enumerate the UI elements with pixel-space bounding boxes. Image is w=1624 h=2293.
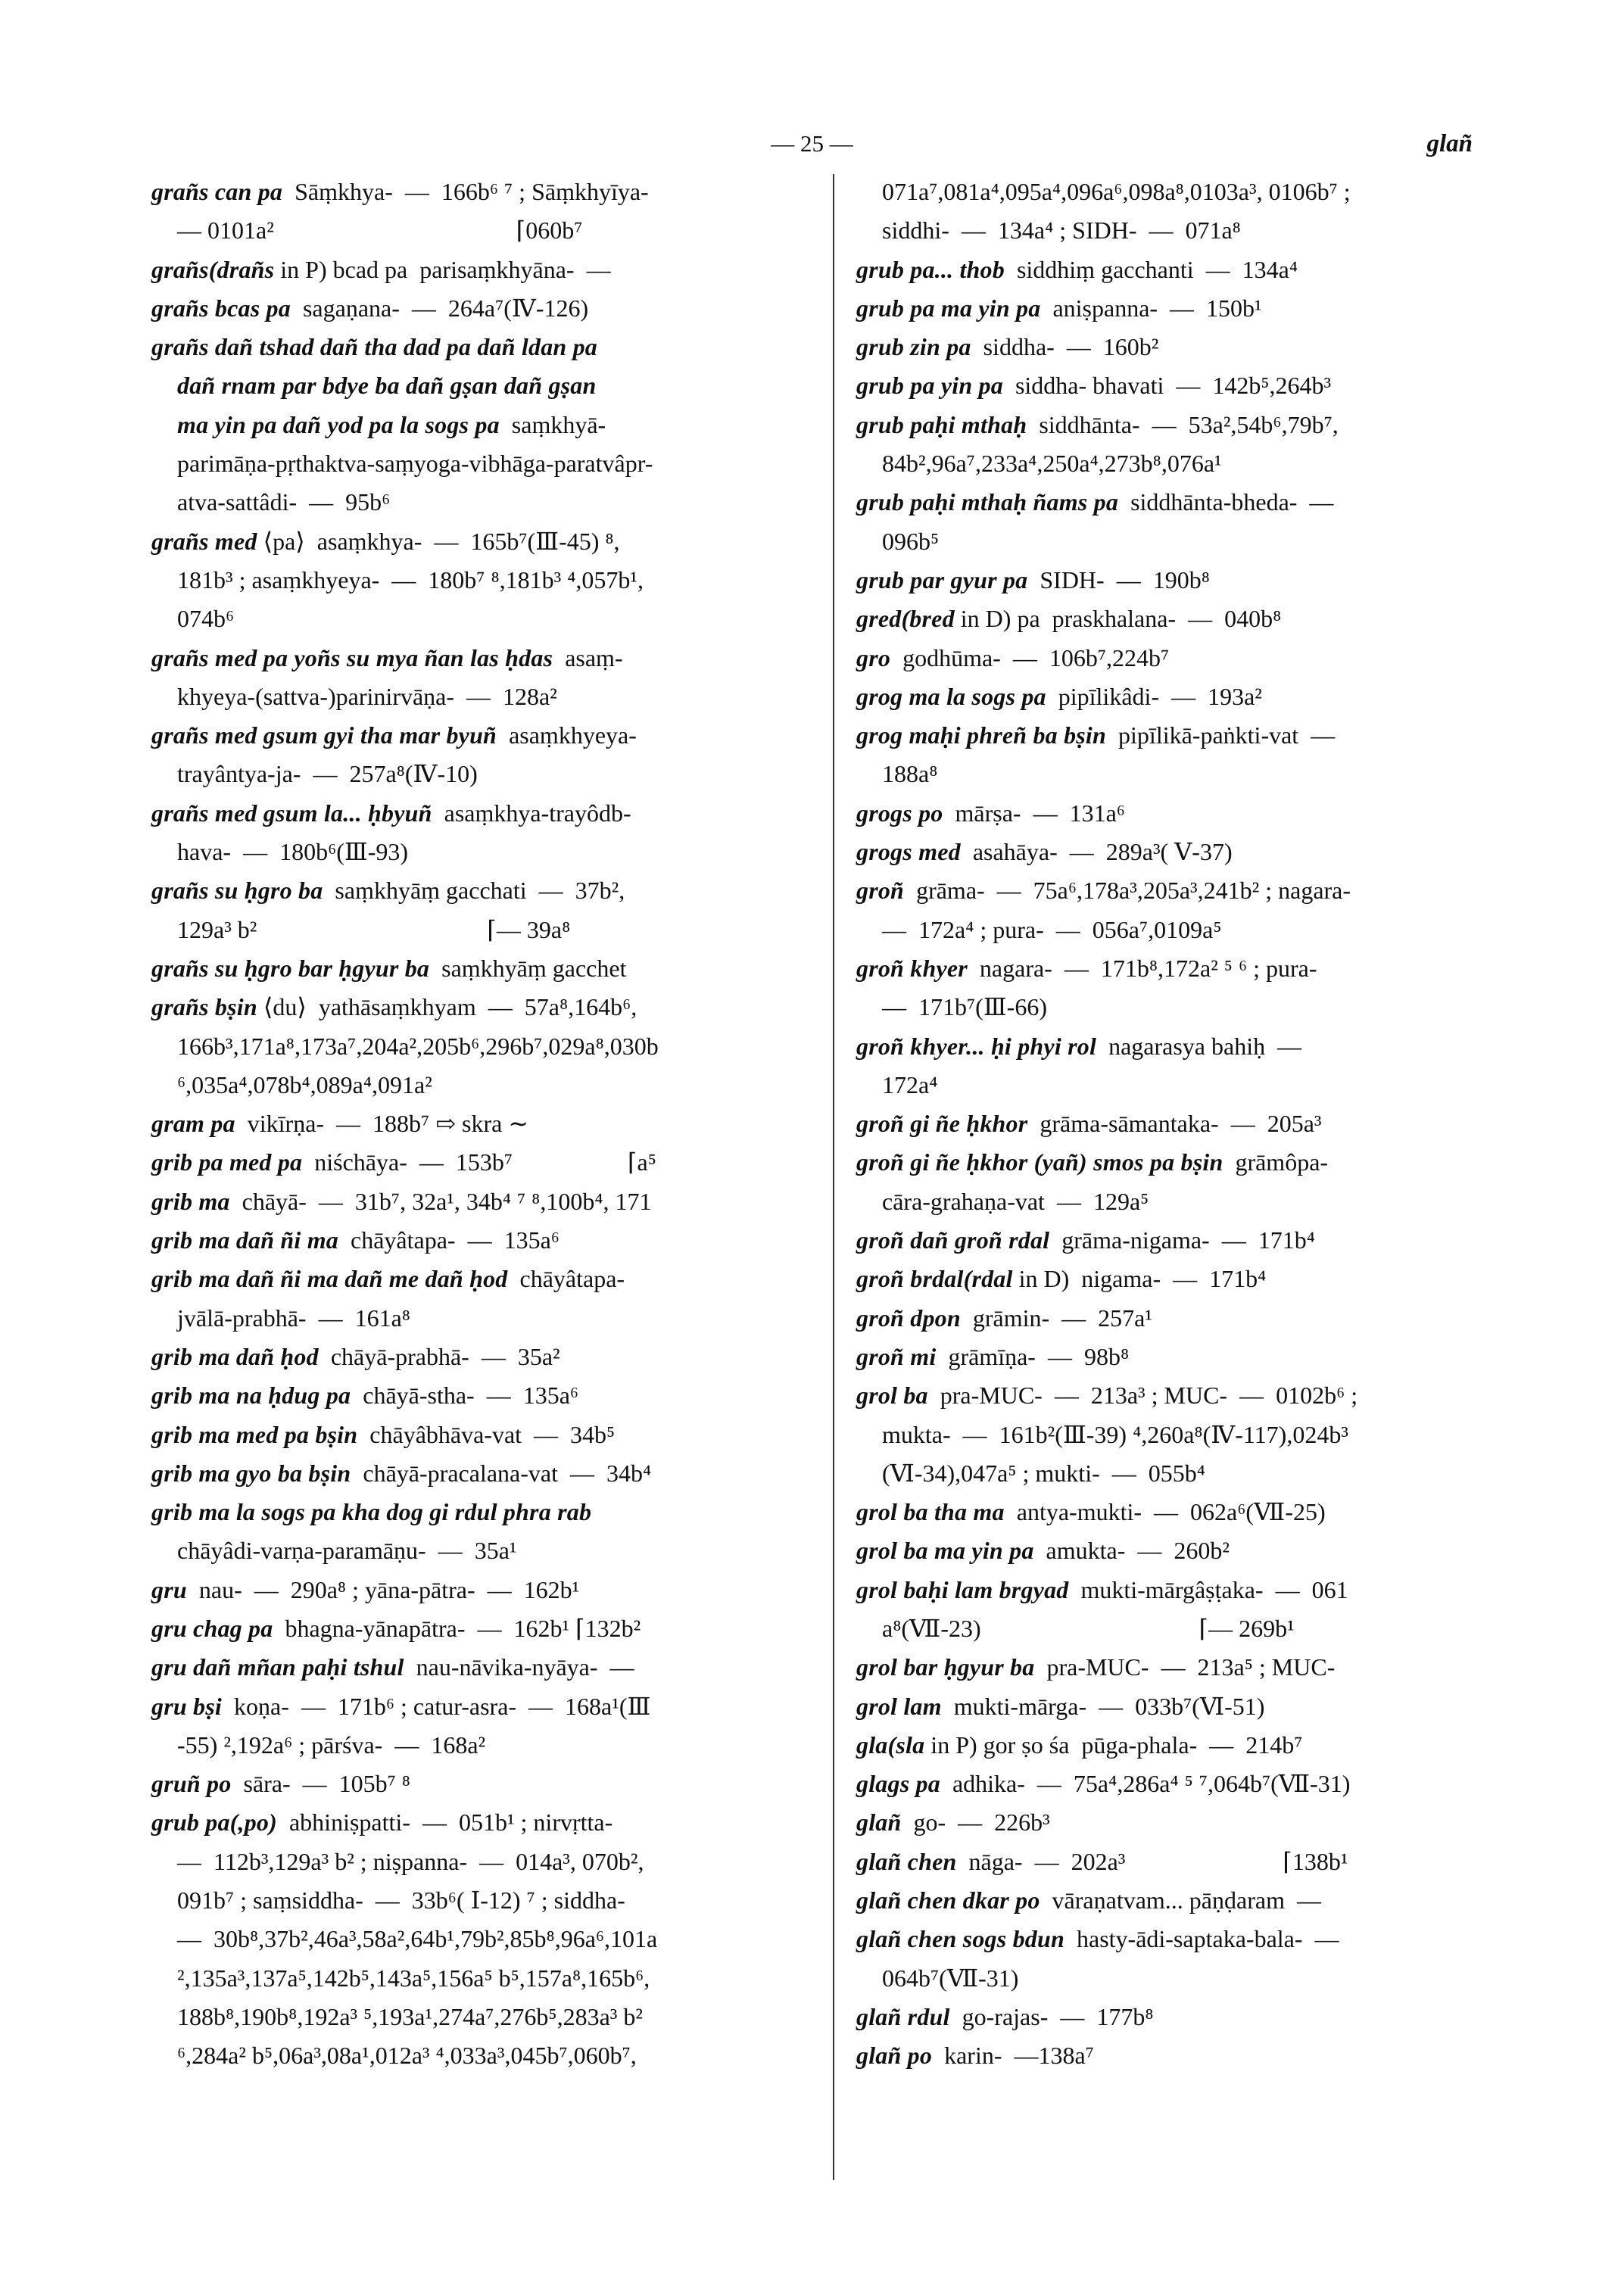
headword: glañ chen dkar po — [856, 1886, 1040, 1914]
gloss-text: 091b⁷ ; saṃsiddha- — 33b⁶( Ⅰ-12) ⁷ ; siddha- — [177, 1886, 625, 1914]
headword: grub pa yin pa — [856, 372, 1003, 400]
headword: glañ chen — [856, 1847, 957, 1875]
gloss-text: karin- —138a⁷ — [932, 2042, 1094, 2070]
headword: groñ brdal(rdal — [856, 1265, 1013, 1293]
entry-line — [856, 1027, 1485, 1066]
entry-line — [151, 1376, 800, 1415]
gloss-text: mukti-mārga- — 033b⁷(Ⅵ-51) — [941, 1692, 1265, 1720]
gloss-text: pra-MUC- — 213a³ ; MUC- — 0102b⁶ ; — [927, 1382, 1358, 1410]
gloss-text: siddha- bhavati — 142b⁵,264b³ — [1002, 372, 1332, 400]
entry-line — [151, 483, 800, 522]
entry-line — [151, 366, 800, 405]
entry-line — [151, 1338, 800, 1376]
headword: grib ma la sogs pa kha dog gi rdul phra rab — [151, 1498, 592, 1526]
entry-line — [856, 1143, 1485, 1182]
headword: grib ma gyo ba bṣin — [151, 1459, 351, 1487]
headword: glañ chen sogs bdun — [856, 1925, 1064, 1953]
entry-line — [856, 1221, 1485, 1260]
entry-line — [856, 1066, 1485, 1104]
gloss-text: asahāya- — 289a³( Ⅴ-37) — [960, 838, 1233, 866]
entry-line — [856, 755, 1485, 793]
gloss-text: — 171b⁷(Ⅲ-66) — [882, 993, 1047, 1021]
entry-line — [151, 755, 800, 793]
gloss-text: vikīrṇa- — 188b⁷ ⇨ skra ∼ — [235, 1110, 529, 1138]
gloss-text: ⁶,035a⁴,078b⁴,089a⁴,091a² — [177, 1070, 432, 1098]
headword: gred(bred — [856, 605, 955, 633]
gloss-text: 172a⁴ — [882, 1070, 938, 1098]
gloss-text: 071a⁷,081a⁴,095a⁴,096a⁶,098a⁸,0103a³, 0106b⁷ ; — [882, 178, 1351, 205]
headword: glañ — [856, 1809, 902, 1837]
gloss-text: grāma- — 75a⁶,178a³,205a³,241b² ; nagara- — [904, 877, 1351, 905]
entry-line — [856, 444, 1485, 483]
entry-line — [856, 251, 1485, 289]
entry-line — [856, 1648, 1485, 1687]
entry-line — [856, 1260, 1485, 1298]
gloss-text: in D) pa praskhalana- — 040b⁸ — [954, 605, 1282, 633]
gloss-text: 064b⁷(Ⅶ-31) — [882, 1964, 1019, 1992]
gloss-text: pra-MUC- — 213a⁵ ; MUC- — [1034, 1653, 1336, 1681]
gloss-text: atva-sattâdi- — 95b⁶ — [177, 488, 391, 516]
headword: groñ gi ñe ḥkhor (yañ) smos pa bṣin — [856, 1148, 1223, 1176]
headword: grañs dañ tshad dañ tha dad pa dañ ldan pa — [151, 333, 598, 361]
gloss-text: saṃkhyāṃ gacchet — [429, 954, 627, 982]
gloss-text: adhika- — 75a⁴,286a⁴ ⁵ ⁷,064b⁷(Ⅶ-31) — [940, 1770, 1351, 1798]
headword: grogs med — [856, 838, 961, 866]
entry-line — [151, 833, 800, 871]
entry-line — [151, 794, 800, 833]
gloss-text: ⁶,284a² b⁵,06a³,08a¹,012a³ ⁴,033a³,045b⁷,060b⁷, — [177, 2042, 637, 2070]
entry-line — [151, 871, 800, 910]
entry-line — [151, 1027, 800, 1066]
gloss-text: nau- — 290a⁸ ; yāna-pātra- — 162b¹ — [186, 1575, 580, 1603]
gloss-text: siddhānta-bheda- — — [1118, 488, 1334, 516]
headword: groñ khyer... ḥi phyi rol — [856, 1032, 1097, 1060]
entry-line — [856, 1920, 1485, 1958]
gloss-text: ²,135a³,137a⁵,142b⁵,143a⁵,156a⁵ b⁵,157a⁸,165b⁶, — [177, 1964, 650, 1992]
headword: gru — [151, 1575, 187, 1603]
gloss-text: chāyâtapa- — [507, 1265, 625, 1293]
entry-line — [151, 1765, 800, 1803]
gloss-text: -55) ²,192a⁶ ; pārśva- — 168a² — [177, 1731, 486, 1759]
headword: glags pa — [856, 1770, 940, 1798]
gloss-text: 181b³ ; asaṃkhyeya- — 180b⁷ ⁸,181b³ ⁴,057b¹, — [177, 565, 644, 594]
gloss-text: siddhi- — 134a⁴ ; SIDH- — 071a⁸ — [882, 217, 1241, 245]
gloss-text: niśchāya- — 153b⁷ ⌈a⁵ — [302, 1148, 656, 1176]
headword: grañs(drañs — [151, 255, 275, 283]
entry-line — [151, 1687, 800, 1726]
headword: grub paḥi mthaḥ — [856, 410, 1027, 438]
gloss-text: grāma-nigama- — 171b⁴ — [1049, 1226, 1315, 1254]
entry-line — [151, 289, 800, 328]
gloss-text: ⟨du⟩ yathāsaṃkhyam — 57a⁸,164b⁶, — [257, 993, 637, 1021]
entry-line — [856, 561, 1485, 600]
headword: grub pa... thob — [856, 255, 1005, 283]
entry-line — [151, 1416, 800, 1454]
gloss-text: saṃkhyāṃ gacchati — 37b², — [323, 877, 625, 905]
headword: dañ rnam par bdye ba dañ gṣan dañ gṣan — [177, 372, 597, 400]
gloss-text: koṇa- — 171b⁶ ; catur-asra- — 168a¹(Ⅲ — [222, 1692, 651, 1720]
gloss-text: go-rajas- — 177b⁸ — [949, 2002, 1154, 2030]
headword: groñ khyer — [856, 954, 968, 982]
entry-line — [151, 1881, 800, 1920]
entry-line — [856, 678, 1485, 716]
entry-line — [151, 561, 800, 600]
headword: grañs med gsum la... ḥbyuñ — [151, 799, 432, 827]
headword: glañ rdul — [856, 2002, 950, 2030]
running-head: glañ — [1426, 130, 1473, 157]
entry-line — [856, 1609, 1485, 1648]
gloss-text: chāyā-prabhā- — 35a² — [318, 1342, 560, 1370]
entry-line — [151, 251, 800, 289]
entry-line — [151, 600, 800, 638]
gloss-text: mārṣa- — 131a⁶ — [943, 799, 1125, 827]
entry-line — [856, 1493, 1485, 1531]
entry-line — [856, 600, 1485, 638]
gloss-text: asaṃ- — [553, 643, 623, 671]
headword: grub pa ma yin pa — [856, 294, 1041, 322]
entry-line — [856, 1998, 1485, 2036]
gloss-text: 129a³ b² ⌈— 39a⁸ — [177, 915, 571, 943]
gloss-text: 166b³,171a⁸,173a⁷,204a²,205b⁶,296b⁷,029a⁸,030b — [177, 1032, 659, 1060]
entry-line — [856, 1416, 1485, 1454]
gloss-text: — 112b³,129a³ b² ; niṣpanna- — 014a³, 070b², — [177, 1847, 644, 1875]
headword: grañs su ḥgro bar ḥgyur ba — [151, 954, 430, 982]
entry-line — [856, 1338, 1485, 1376]
entry-line — [151, 522, 800, 561]
gloss-text: mukta- — 161b²(Ⅲ-39) ⁴,260a⁸(Ⅳ-117),024b³ — [882, 1420, 1348, 1448]
gloss-text: chāyâdi-varṇa-paramāṇu- — 35a¹ — [177, 1537, 517, 1565]
headword: groñ dañ groñ rdal — [856, 1226, 1050, 1254]
gloss-text: go- — 226b³ — [901, 1809, 1050, 1837]
entry-line — [856, 483, 1485, 522]
gloss-text: siddha- — 160b² — [971, 333, 1159, 361]
gloss-text: aniṣpanna- — 150b¹ — [1040, 294, 1262, 322]
gloss-text: grāmôpa- — [1223, 1148, 1329, 1176]
headword: grol bar ḥgyur ba — [856, 1653, 1035, 1681]
gloss-text: 188b⁸,190b⁸,192a³ ⁵,193a¹,274a⁷,276b⁵,283a³ b² — [177, 2002, 643, 2030]
entry-line — [151, 1104, 800, 1143]
entry-line — [856, 1182, 1485, 1221]
gloss-text: Sāṃkhya- — 166b⁶ ⁷ ; Sāṃkhyīya- — [282, 178, 649, 205]
entry-line — [151, 1998, 800, 2036]
entry-line — [856, 1299, 1485, 1338]
page-number: — 25 — — [771, 130, 853, 157]
entry-line — [856, 1104, 1485, 1143]
gloss-text: asaṃkhya-trayôdb- — [432, 799, 631, 827]
headword: grol ba — [856, 1382, 928, 1410]
entry-line — [151, 1066, 800, 1104]
headword: groñ mi — [856, 1342, 937, 1370]
headword: glañ po — [856, 2042, 933, 2070]
headword: grog maḥi phreñ ba bṣin — [856, 721, 1107, 749]
entry-line — [856, 173, 1485, 211]
gloss-text: bhagna-yānapātra- — 162b¹ ⌈132b² — [273, 1614, 641, 1642]
entry-line — [856, 1881, 1485, 1920]
headword: grub paḥi mthaḥ ñams pa — [856, 488, 1119, 516]
gloss-text: a⁸(Ⅶ-23) ⌈— 269b¹ — [882, 1614, 1295, 1642]
entry-line — [856, 1376, 1485, 1415]
entry-line — [151, 1843, 800, 1881]
gloss-text: asaṃkhyeya- — [497, 721, 637, 749]
gloss-text: (Ⅵ-34),047a⁵ ; mukti- — 055b⁴ — [882, 1459, 1205, 1487]
gloss-text: nau-nāvika-nyāya- — — [404, 1653, 634, 1681]
entry-line — [151, 1726, 800, 1765]
entry-line — [856, 1531, 1485, 1570]
headword: grub par gyur pa — [856, 565, 1028, 594]
headword: grogs po — [856, 799, 943, 827]
gloss-text: mukti-mārgâṣṭaka- — 061 — [1068, 1575, 1348, 1603]
headword: grol ba ma yin pa — [856, 1537, 1034, 1565]
entry-line — [856, 871, 1485, 910]
entry-line — [856, 366, 1485, 405]
headword: gram pa — [151, 1110, 235, 1138]
gloss-text: — 0101a² ⌈060b⁷ — [177, 217, 583, 245]
headword: grañs med gsum gyi tha mar byuñ — [151, 721, 497, 749]
headword: grog ma la sogs pa — [856, 682, 1046, 710]
entry-line — [856, 1959, 1485, 1998]
gloss-text: chāyâtapa- — 135a⁶ — [338, 1226, 560, 1254]
headword: grib ma na ḥdug pa — [151, 1382, 351, 1410]
entry-line — [151, 911, 800, 949]
headword: grib pa med pa — [151, 1148, 303, 1176]
headword: grol baḥi lam brgyad — [856, 1575, 1069, 1603]
gloss-text: amukta- — 260b² — [1033, 1537, 1230, 1565]
headword: grañs med pa yoñs su mya ñan las ḥdas — [151, 643, 553, 671]
entry-line — [856, 949, 1485, 988]
gloss-text: in P) bcad pa parisaṃkhyāna- — — [274, 255, 611, 283]
gloss-text: chāyâbhāva-vat — 34b⁵ — [357, 1420, 616, 1448]
entry-line — [151, 2036, 800, 2075]
column-divider — [833, 174, 834, 2180]
headword: grol ba tha ma — [856, 1498, 1005, 1526]
gloss-text: siddhānta- — 53a²,54b⁶,79b⁷, — [1027, 410, 1339, 438]
entry-line — [856, 1843, 1485, 1881]
entry-line — [856, 1726, 1485, 1765]
gloss-text: — 172a⁴ ; pura- — 056a⁷,0109a⁵ — [882, 915, 1222, 943]
entry-line — [856, 406, 1485, 444]
gloss-text: 188a⁸ — [882, 760, 938, 788]
headword: gru bṣi — [151, 1692, 222, 1720]
gloss-text: grāmin- — 257a¹ — [960, 1304, 1152, 1332]
entry-line — [856, 522, 1485, 561]
gloss-text: chāyā-pracalana-vat — 34b⁴ — [351, 1459, 652, 1487]
headword: grañs can pa — [151, 178, 283, 205]
entry-line — [151, 328, 800, 366]
gloss-text: in D) nigama- — 171b⁴ — [1012, 1265, 1267, 1293]
gloss-text: chāyā- — 31b⁷, 32a¹, 34b⁴ ⁷ ⁸,100b⁴, 171 — [229, 1187, 652, 1215]
gloss-text: 096b⁵ — [882, 527, 940, 555]
headword: grol lam — [856, 1692, 942, 1720]
entry-line — [151, 1299, 800, 1338]
gloss-text: jvālā-prabhā- — 161a⁸ — [177, 1304, 410, 1332]
entry-line — [856, 716, 1485, 755]
entry-line — [151, 678, 800, 716]
gloss-text: in P) gor ṣo śa pūga-phala- — 214b⁷ — [924, 1731, 1303, 1759]
gloss-text: grāma-sāmantaka- — 205a³ — [1027, 1110, 1322, 1138]
gloss-text: abhiniṣpatti- — 051b¹ ; nirvṛtta- — [276, 1809, 613, 1837]
entry-line — [151, 444, 800, 483]
gloss-text: pipīlikā-paṅkti-vat — — [1106, 721, 1336, 749]
entry-line — [856, 639, 1485, 678]
gloss-text: 074b⁶ — [177, 605, 235, 633]
entry-line — [151, 716, 800, 755]
headword: groñ dpon — [856, 1304, 961, 1332]
gloss-text: trayântya-ja- — 257a⁸(Ⅳ-10) — [177, 760, 478, 788]
gloss-text: grāmīṇa- — 98b⁸ — [936, 1342, 1130, 1370]
entry-line — [151, 1260, 800, 1298]
entry-line — [856, 2036, 1485, 2075]
entry-line — [151, 211, 800, 250]
entry-line — [151, 1531, 800, 1570]
headword: grub zin pa — [856, 333, 971, 361]
gloss-text: saṃkhyā- — [499, 410, 606, 438]
gloss-text: sāra- — 105b⁷ ⁸ — [231, 1770, 410, 1798]
gloss-text: godhūma- — 106b⁷,224b⁷ — [890, 643, 1170, 671]
gloss-text: nagara- — 171b⁸,172a² ⁵ ⁶ ; pura- — [967, 954, 1317, 982]
entry-line — [151, 949, 800, 988]
headword: grañs med — [151, 527, 257, 555]
right-column — [856, 173, 1485, 2076]
gloss-text: antya-mukti- — 062a⁶(Ⅶ-25) — [1004, 1498, 1326, 1526]
entry-line — [151, 1609, 800, 1648]
headword: grib ma — [151, 1187, 230, 1215]
headword: grib ma dañ ñi ma dañ me dañ ḥod — [151, 1265, 508, 1293]
gloss-text: hasty-ādi-saptaka-bala- — — [1064, 1925, 1339, 1953]
headword: gruñ po — [151, 1770, 232, 1798]
entry-line — [856, 988, 1485, 1027]
entry-line — [151, 1571, 800, 1609]
headword: ma yin pa dañ yod pa la sogs pa — [177, 410, 500, 438]
entry-line — [151, 1493, 800, 1531]
entry-line — [856, 833, 1485, 871]
gloss-text: nāga- — 202a³ ⌈138b¹ — [956, 1847, 1348, 1875]
gloss-text: siddhiṃ gacchanti — 134a⁴ — [1004, 255, 1298, 283]
headword: gru dañ mñan paḥi tshul — [151, 1653, 404, 1681]
entry-line — [856, 1803, 1485, 1842]
entry-line — [151, 1648, 800, 1687]
gloss-text: sagaṇana- — 264a⁷(Ⅳ-126) — [290, 294, 589, 322]
headword: gla(sla — [856, 1731, 925, 1759]
headword: groñ gi ñe ḥkhor — [856, 1110, 1028, 1138]
gloss-text: vāraṇatvam... pāṇḍaram — — [1040, 1886, 1321, 1914]
entry-line — [856, 1687, 1485, 1726]
gloss-text: nagarasya bahiḥ — — [1096, 1032, 1302, 1060]
left-column — [151, 173, 800, 2076]
entry-line — [151, 173, 800, 211]
entry-line — [151, 1920, 800, 1958]
headword: grib ma dañ ḥod — [151, 1342, 319, 1370]
entry-line — [151, 1143, 800, 1182]
gloss-text: pipīlikâdi- — 193a² — [1046, 682, 1262, 710]
headword: grañs bṣin — [151, 993, 257, 1021]
gloss-text: cāra-grahaṇa-vat — 129a⁵ — [882, 1187, 1149, 1215]
headword: grañs bcas pa — [151, 294, 291, 322]
entry-line — [151, 639, 800, 678]
gloss-text: chāyā-stha- — 135a⁶ — [351, 1382, 579, 1410]
entry-line — [151, 988, 800, 1027]
entry-line — [151, 1959, 800, 1998]
entry-line — [151, 1454, 800, 1493]
gloss-text: — 30b⁸,37b²,46a³,58a²,64b¹,79b²,85b⁸,96a⁶,101a — [177, 1925, 658, 1953]
headword: groñ — [856, 877, 905, 905]
headword: grib ma med pa bṣin — [151, 1420, 358, 1448]
entry-line — [856, 1454, 1485, 1493]
headword: grub pa(,po) — [151, 1809, 277, 1837]
gloss-text: parimāṇa-pṛthaktva-saṃyoga-vibhāga-paratvâpr- — [177, 450, 653, 478]
entry-line — [856, 911, 1485, 949]
gloss-text: 84b²,96a⁷,233a⁴,250a⁴,273b⁸,076a¹ — [882, 450, 1222, 478]
entry-line — [856, 794, 1485, 833]
entry-line — [856, 328, 1485, 366]
headword: gro — [856, 643, 891, 671]
gloss-text: hava- — 180b⁶(Ⅲ-93) — [177, 838, 409, 866]
entry-line — [856, 1571, 1485, 1609]
entry-line — [151, 1803, 800, 1842]
headword: gru chag pa — [151, 1614, 273, 1642]
entry-line — [856, 1765, 1485, 1803]
entry-line — [151, 1182, 800, 1221]
entry-line — [856, 289, 1485, 328]
entry-line — [151, 1221, 800, 1260]
gloss-text: SIDH- — 190b⁸ — [1027, 565, 1210, 594]
headword: grañs su ḥgro ba — [151, 877, 323, 905]
headword: grib ma dañ ñi ma — [151, 1226, 339, 1254]
entry-line — [151, 406, 800, 444]
gloss-text: ⟨pa⟩ asaṃkhya- — 165b⁷(Ⅲ-45) ⁸, — [257, 527, 620, 555]
gloss-text: khyeya-(sattva-)parinirvāṇa- — 128a² — [177, 682, 557, 710]
entry-line — [856, 211, 1485, 250]
